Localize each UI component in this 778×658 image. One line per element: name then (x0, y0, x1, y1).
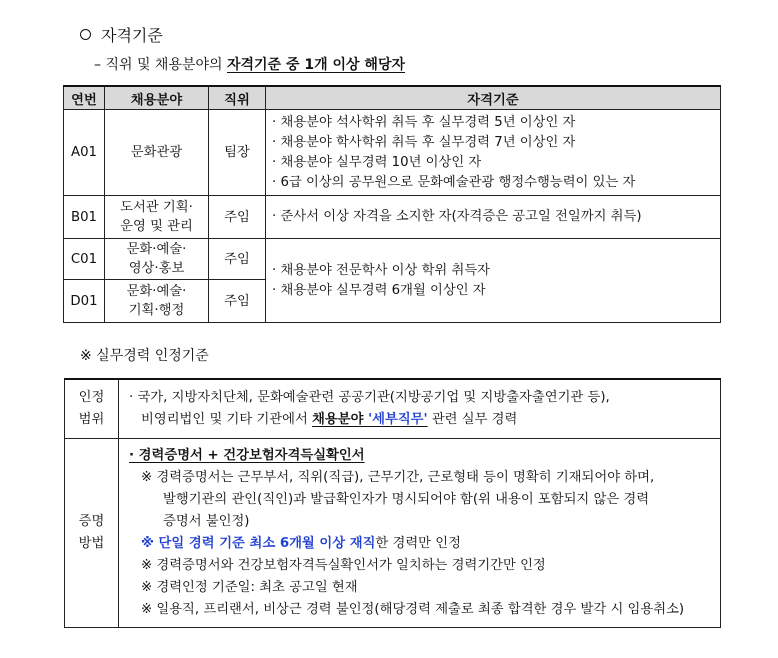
scope-content (119, 379, 721, 439)
row-id: B01 (64, 196, 105, 239)
qualification-table (63, 85, 721, 323)
criteria-item: · 채용분야 석사학위 취득 후 실무경력 5년 이상인 자 (272, 114, 576, 130)
col-header-number: 연번 (64, 86, 105, 110)
row-position: 주임 (209, 196, 266, 239)
row-id: C01 (64, 239, 105, 280)
row-field: 문화·예술· 영상·홍보 (105, 239, 209, 280)
method-content (119, 439, 721, 628)
col-header-position: 직위 (209, 86, 266, 110)
section-title (80, 23, 163, 46)
row-criteria-shared (266, 239, 721, 323)
section-title-text: 자격기준 (101, 26, 163, 45)
row-position: 팀장 (209, 110, 266, 196)
scope-line: · 국가, 지방자치단체, 문화예술관련 공공기관(지방공기업 및 지방출자출연기관 등), (129, 390, 610, 405)
scope-text: 비영리법인 및 기타 기관에서 (141, 412, 313, 427)
table-row (64, 196, 721, 239)
criteria-item: · 채용분야 학사학위 취득 후 실무경력 7년 이상인 자 (272, 134, 576, 150)
row-field: 문화·예술· 기획·행정 (105, 280, 209, 323)
row-id: A01 (64, 110, 105, 196)
method-note: ※ 경력증명서는 근무부서, 직위(직급), 근무기간, 근로형태 등이 명확히 기재되어야 하며, (141, 470, 655, 485)
scope-line (129, 409, 712, 431)
scope-blue-duty: '세부직무' (363, 412, 428, 427)
criteria-item: · 6급 이상의 공무원으로 문화예술관광 행정수행능력이 있는 자 (272, 174, 636, 190)
scope-text-end: 관련 실무 경력 (427, 412, 518, 427)
method-note: ※ 경력인정 기준일: 최초 공고일 현재 (141, 580, 358, 595)
subtitle-emphasis: 자격기준 중 1개 이상 해당자 (227, 57, 406, 73)
method-blue-post: 한 경력만 인정 (375, 536, 461, 551)
row-id: D01 (64, 280, 105, 323)
row-criteria (266, 196, 721, 239)
method-note: ※ 경력증명서와 건강보험자격득실확인서가 일치하는 경력기간만 인정 (141, 558, 546, 573)
row-field: 도서관 기획· 운영 및 관리 (105, 196, 209, 239)
criteria-item: · 채용분야 실무경력 10년 이상인 자 (272, 154, 482, 170)
subtitle (94, 54, 405, 74)
scope-bold-field: 채용분야 (312, 412, 364, 427)
method-note: ※ 일용직, 프리랜서, 비상근 경력 불인정(해당경력 제출로 최종 합격한 경우 발각 시 임용취소) (141, 602, 685, 617)
scope-bold-text (312, 412, 428, 427)
method-blue-text: ※ 단일 경력 기준 최소 6개월 이상 재직 (141, 536, 376, 551)
circle-bullet-icon (80, 29, 91, 40)
experience-criteria-table (64, 378, 721, 628)
table-row (64, 239, 721, 280)
method-note-highlight (129, 533, 712, 555)
scope-label: 인정 범위 (65, 379, 119, 439)
method-note: 증명서 불인정) (163, 514, 250, 529)
subtitle-prefix: – 직위 및 채용분야의 (94, 57, 227, 73)
col-header-field: 채용분야 (105, 86, 209, 110)
row-criteria (266, 110, 721, 196)
criteria-item: · 채용분야 전문학사 이상 학위 취득자 (272, 262, 491, 278)
method-head: · 경력증명서 + 건강보험자격득실확인서 (129, 448, 365, 463)
criteria-item: · 준사서 이상 자격을 소지한 자(자격증은 공고일 전일까지 취득) (272, 209, 642, 224)
criteria-item: · 채용분야 실무경력 6개월 이상인 자 (272, 282, 486, 298)
method-label: 증명 방법 (65, 439, 119, 628)
row-position: 주임 (209, 239, 266, 280)
row-position: 주임 (209, 280, 266, 323)
table-row (64, 110, 721, 196)
method-note: 발행기관의 관인(직인)과 발급확인자가 명시되어야 함(위 내용이 포함되지 않은 경력 (163, 492, 650, 507)
experience-criteria-title: ※ 실무경력 인정기준 (80, 348, 209, 364)
col-header-criteria: 자격기준 (266, 86, 721, 110)
row-field: 문화관광 (105, 110, 209, 196)
